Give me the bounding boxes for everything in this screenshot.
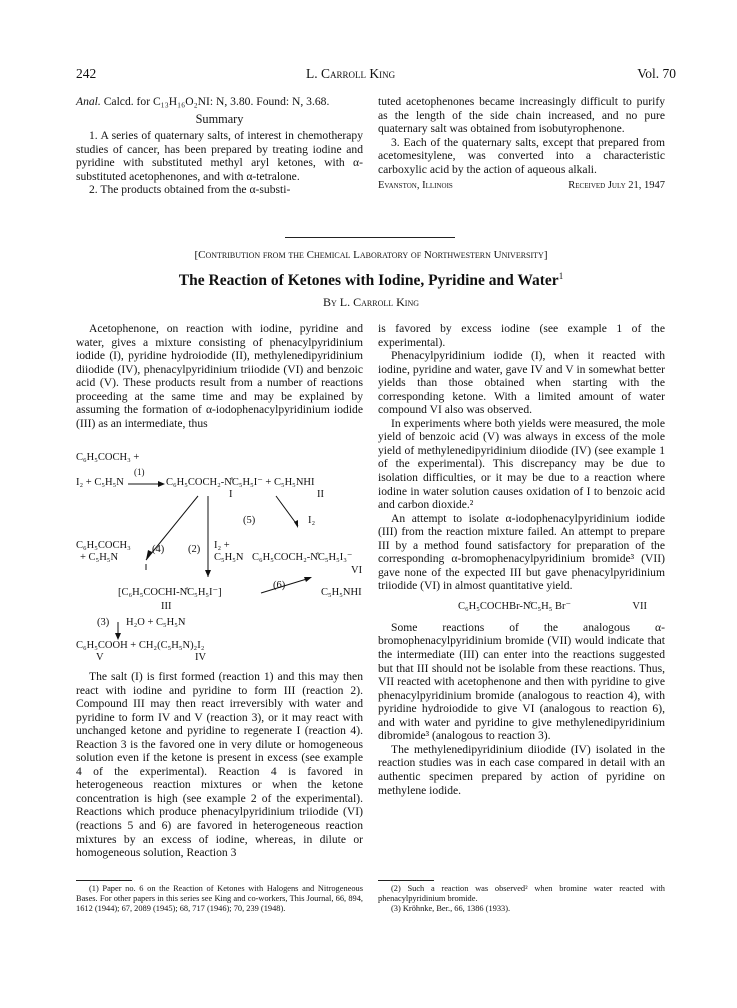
right-footnotes <box>378 884 665 915</box>
title-footnote-mark: 1 <box>558 271 564 281</box>
scheme-label-V: V <box>96 652 104 663</box>
reaction-scheme <box>76 452 376 662</box>
footnote-3: (3) Kröhnke, Ber., 66, 1386 (1933). <box>391 904 511 914</box>
header-volume: Vol. 70 <box>637 66 676 81</box>
scheme-r5-reagent: I₂ <box>308 515 316 526</box>
footnote-rule-right <box>378 880 434 881</box>
article-title-text: The Reaction of Ketones with Iodine, Pyridine and Water <box>178 272 559 290</box>
scheme-r1-reagents: I₂ + C₅H₅N <box>76 477 124 488</box>
analysis-line <box>76 95 363 109</box>
analysis-label: Anal. <box>76 95 101 108</box>
scheme-label-I: I <box>229 489 233 500</box>
right-paragraph-0: is favored by excess iodine (see example 1 of the experimental). <box>378 322 665 349</box>
right-paragraph-2: In experiments where both yields were measured, the mole yield of benzoic acid (V) was always in excess of the mole yield of methylenedipyridinium diiodide (IV) (see example 1 of the experimental). This discrepancy may be due to isolation difficulties, or it may be due to a reaction where iodine in water solution causes oxidation of I to benzoic acid and carbon dioxide.² <box>378 416 665 512</box>
scheme-label-III: III <box>161 601 172 612</box>
scheme-r1-products: C₆H₅COCH₂-N̊C₅H₅I⁻ + C₅H₅NHI <box>166 477 315 488</box>
place: Evanston, Illinois <box>378 180 453 192</box>
summary-item-1: 1. A series of quaternary salts, of interest in chemotherapy studies of cancer, has been prepared by treating iodine and pyridine with substituted methyl aryl ketones, with α-substituted acetophenones, and with α-tetralone. <box>76 129 363 183</box>
scheme-product-VI: C₆H₅COCH₂-N̊C₅H₅I₃⁻ <box>252 552 353 563</box>
formula-VII-label: VII <box>632 600 647 612</box>
summary-item-2: 2. The products obtained from the α-substi- <box>89 183 291 197</box>
footnote-2: (2) Such a reaction was observed² when bromine water reacted with phenacylpyridinium bromide. <box>378 884 665 904</box>
received-date: Received July 21, 1947 <box>568 180 665 192</box>
page-number: 242 <box>76 66 97 81</box>
separator-rule <box>285 237 455 238</box>
scheme-r2-reagent-pyridine: C₅H₅N <box>214 552 244 563</box>
scheme-intermediate-III: [C₆H₅COCHI-N̊C₅H₅I⁻] <box>118 587 222 598</box>
right-column <box>378 322 665 797</box>
summary-item-3: 3. Each of the quaternary salts, except that prepared from acetomesitylene, was converted into a characteristic carboxylic acid by the action of aqueous alkali. <box>378 135 665 176</box>
scheme-r3-reagent: H₂O + C₅H₅N <box>126 617 186 628</box>
scheme-r4-ketone: C₆H₅COCH₃ <box>76 540 131 551</box>
scheme-r4-pyridine: + C₅H₅N <box>80 552 119 563</box>
scheme-acetophenone: C₆H₅COCH₃ + <box>76 452 140 463</box>
discussion-paragraph: The salt (I) is first formed (reaction 1) and this may then react with iodine and pyridine to form III (reaction 2). Compound III may then react irreversibly with water and pyridine to form IV and V (reaction 3), or it may react with unchanged ketone and pyridine to regenerate I (reaction 4). Reaction 3 is the favored one in very dilute or homogeneous solution even if the ketone is present in excess (see example 4 of the experimental). Reaction 4 is favored in heterogeneous reaction mixtures or when the ketone concentration is high (see example 2 of the experimental). Reactions which produce phenacylpyridinium triiodide (VI) (reactions 5 and 6) are favored in heterogeneous reaction mixtures by an excess of iodine, whereas, in dilute or homogeneous solution, Reaction 3 <box>76 670 363 860</box>
summary-item-2-continued: tuted acetophenones became increasingly difficult to purify as the length of the side chain increased, and no pure quaternary salt was obtained from isobutyrophenone. <box>378 95 665 136</box>
byline: By L. Carroll King <box>323 295 419 309</box>
left-column-intro <box>76 322 363 430</box>
right-paragraph-1: Phenacylpyridinium iodide (I), when it reacted with iodine, pyridine and water, gave IV and V in somewhat better yields than those obtained when starting with the corresponding ketone. With a limited amount of water compound VI also was observed. <box>378 349 665 417</box>
formula-VII-line <box>378 600 665 614</box>
scheme-label-II: II <box>317 489 324 500</box>
scheme-final-products: C₆H₅COOH + CH₂(C₅H₅N)₂I₂ <box>76 640 205 651</box>
signoff-line <box>378 179 665 193</box>
contribution-line: [Contribution from the Chemical Laboratory of Northwestern University] <box>194 249 548 261</box>
scheme-r1-number: (1) <box>134 467 145 477</box>
footnote-1-text: (1) Paper no. 6 on the Reaction of Ketones with Halogens and Nitrogeneous Bases. For other papers in this series see King and co-workers, This Journal, 66, 894, 1612 (1944); 67, 2089 (1945); 68, 717 (1946); 70, 239 (1948). <box>76 884 363 914</box>
scheme-r6-product: C₅H₅NHI <box>321 587 362 598</box>
scheme-r2-number: (2) <box>188 544 201 555</box>
right-paragraph-5: The methylenedipyridinium diiodide (IV) isolated in the reaction studies was in each case compared in detail with an authentic specimen prepared by action of pyridine on methylene iodide. <box>378 742 665 797</box>
scheme-r3-number: (3) <box>97 617 110 628</box>
left-column-discussion <box>76 670 363 860</box>
footnote-rule-left <box>76 880 132 881</box>
scheme-label-VI: VI <box>351 565 363 576</box>
scheme-r4-number: (4) <box>152 544 165 555</box>
prev-article-left-column <box>76 95 363 197</box>
intro-paragraph: Acetophenone, on reaction with iodine, pyridine and water, gives a mixture consisting of phenacylpyridinium iodide (I), pyridine hydroiodide (II), methylenedipyridinium diiodide (IV), phenacylpyridinium triiodide (VI) and benzoic acid (V). These products result from a number of reactions proceeding at the same time and may be explained by assuming the formation of α-iodophenacylpyridinium iodide (III) as an intermediate, thus <box>76 322 363 430</box>
summary-heading: Summary <box>195 111 244 126</box>
header-author: L. Carroll King <box>306 66 396 81</box>
analysis-text: Calcd. for C₁₃H₁₆O₂NI: N, 3.80. Found: N, 3.68. <box>100 95 330 108</box>
scheme-r2-reagent-iodine: I₂ + <box>214 540 230 551</box>
right-paragraph-4: Some reactions of the analogous α-bromophenacylpyridinium bromide (VII) would indicate that the intermediate (III) can enter into the reactions suggested but that III should not be isolable from these reactions. Thus, VII reacted with acetophenone and then with pyridine to give phenacylpyridinium bromide (analogous to reaction 4), with pyridine hydroiodide to give VI (analogous to reaction 6), and with water and pyridine to give methylenedipyridinium dibromide³ (analogous to reaction 3). <box>378 620 665 743</box>
right-paragraph-3: An attempt to isolate α-iodophenacylpyridinium iodide (III) from the reaction mixture failed. An attempt to prepare III by a method found satisfactory for preparation of the corresponding α-bromophenacylpyridinium bromide³ (VII) gave none of the expected III but gave phenacylpyridinium triiodide (VI) in almost quantitative yield. <box>378 511 665 593</box>
article-title <box>76 271 666 290</box>
formula-VII: C₆H₅COCHBr-N̊C₅H₅ Br⁻ <box>458 600 572 612</box>
scheme-r5-number: (5) <box>243 515 256 526</box>
prev-article-right-column <box>378 95 665 193</box>
scheme-r6-number: (6) <box>273 580 286 591</box>
scheme-label-IV: IV <box>195 652 207 663</box>
footnote-1 <box>76 884 363 915</box>
